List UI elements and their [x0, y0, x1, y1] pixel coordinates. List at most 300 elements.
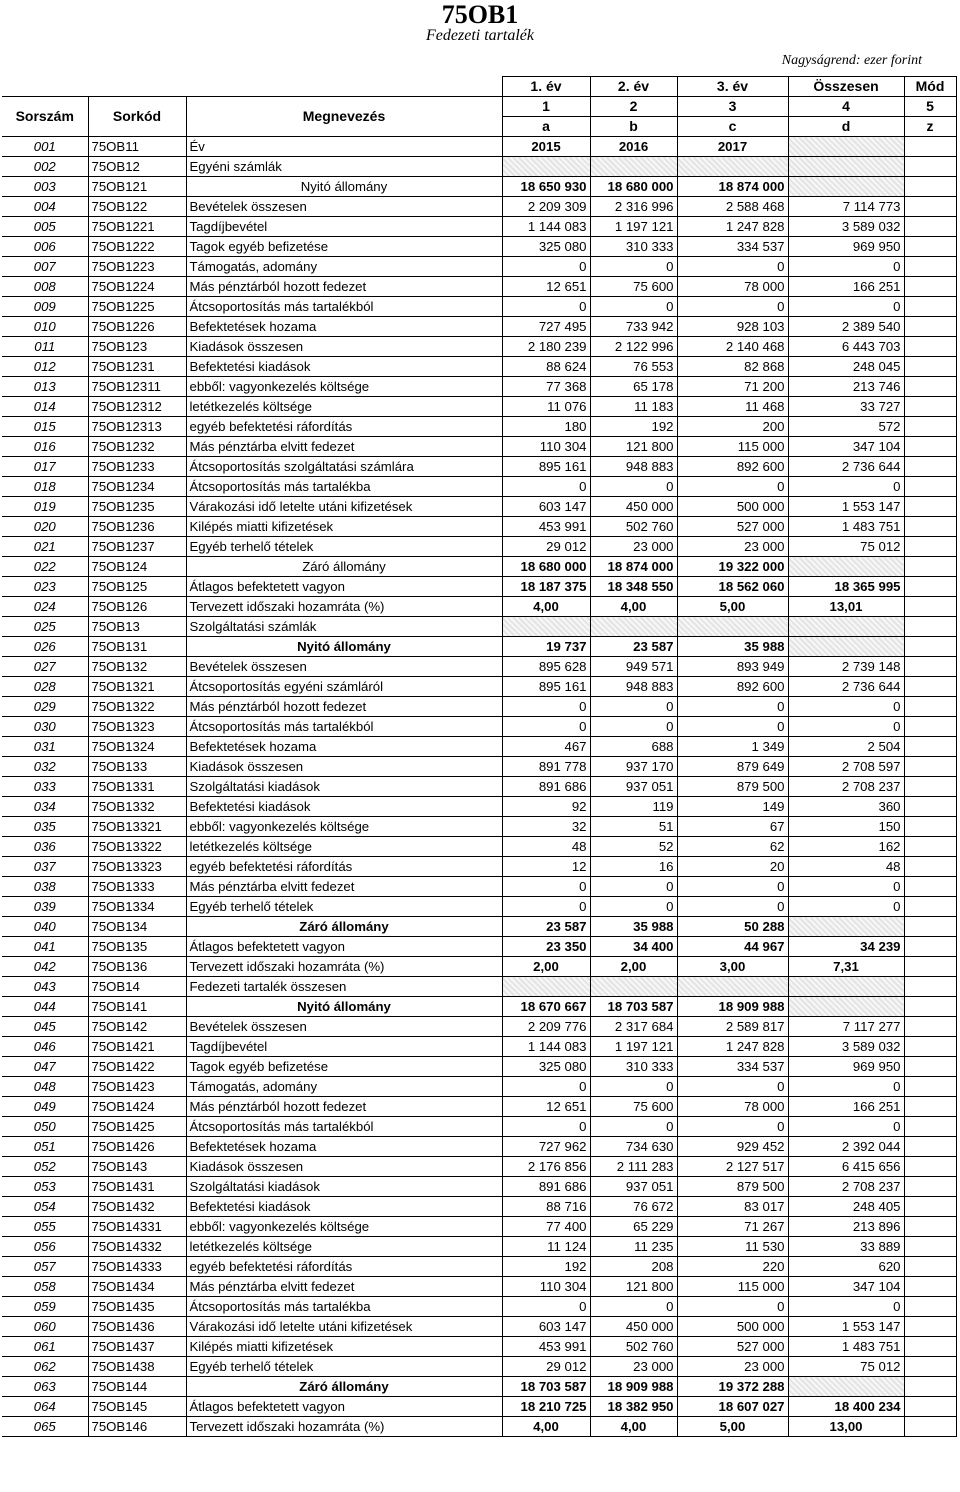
value-a: 18 187 375 [502, 577, 590, 597]
row-number: 062 [2, 1357, 88, 1377]
value-c: 0 [677, 477, 788, 497]
row-number: 051 [2, 1137, 88, 1157]
row-label: Befektetések hozama [186, 317, 502, 337]
value-a: 110 304 [502, 437, 590, 457]
table-row [2, 517, 956, 537]
row-label: Más pénztárba elvitt fedezet [186, 1277, 502, 1297]
row-label: letétkezelés költsége [186, 837, 502, 857]
value-a: 453 991 [502, 1337, 590, 1357]
value-c: 0 [677, 1077, 788, 1097]
value-c: 23 000 [677, 537, 788, 557]
row-label: Várakozási idő letelte utáni kifizetések [186, 497, 502, 517]
row-number: 012 [2, 357, 88, 377]
row-label: egyéb befektetési ráfordítás [186, 857, 502, 877]
value-a: 11 076 [502, 397, 590, 417]
value-c: 0 [677, 697, 788, 717]
table-row [2, 1237, 956, 1257]
value-a: 0 [502, 697, 590, 717]
value-a: 18 650 930 [502, 177, 590, 197]
row-label: egyéb befektetési ráfordítás [186, 417, 502, 437]
value-d: 572 [788, 417, 904, 437]
row-number: 015 [2, 417, 88, 437]
mod-cell [904, 1017, 956, 1037]
value-d [788, 617, 904, 637]
row-code: 75OB132 [88, 657, 186, 677]
row-number: 037 [2, 857, 88, 877]
row-number: 009 [2, 297, 88, 317]
value-b: 937 170 [590, 757, 677, 777]
mod-cell [904, 137, 956, 157]
value-d: 75 012 [788, 1357, 904, 1377]
header-row-years [2, 77, 956, 97]
value-c: 0 [677, 897, 788, 917]
value-c: 11 530 [677, 1237, 788, 1257]
table-row [2, 657, 956, 677]
value-c: 892 600 [677, 677, 788, 697]
value-a: 92 [502, 797, 590, 817]
table-row [2, 177, 956, 197]
value-c: 2 589 817 [677, 1017, 788, 1037]
row-code: 75OB1224 [88, 277, 186, 297]
value-b: 52 [590, 837, 677, 857]
value-c: 71 200 [677, 377, 788, 397]
mod-cell [904, 1057, 956, 1077]
value-a: 29 012 [502, 537, 590, 557]
row-label: Befektetési kiadások [186, 1197, 502, 1217]
row-number: 026 [2, 637, 88, 657]
col-number-3: 3 [677, 97, 788, 117]
row-code: 75OB1232 [88, 437, 186, 457]
value-a: 23 350 [502, 937, 590, 957]
value-b: 75 600 [590, 277, 677, 297]
value-c: 879 649 [677, 757, 788, 777]
mod-cell [904, 837, 956, 857]
table-row [2, 417, 956, 437]
value-c: 929 452 [677, 1137, 788, 1157]
mod-cell [904, 257, 956, 277]
mod-cell [904, 717, 956, 737]
row-number: 007 [2, 257, 88, 277]
value-d: 969 950 [788, 1057, 904, 1077]
mod-cell [904, 737, 956, 757]
mod-cell [904, 857, 956, 877]
mod-cell [904, 397, 956, 417]
value-b: 192 [590, 417, 677, 437]
value-c: 220 [677, 1257, 788, 1277]
row-number: 004 [2, 197, 88, 217]
mod-cell [904, 1237, 956, 1257]
row-number: 039 [2, 897, 88, 917]
page-title: 75OB1 [441, 0, 519, 29]
value-a: 77 368 [502, 377, 590, 397]
value-a: 0 [502, 877, 590, 897]
value-a: 891 778 [502, 757, 590, 777]
table-row [2, 997, 956, 1017]
value-d: 0 [788, 697, 904, 717]
value-c: 0 [677, 877, 788, 897]
value-b: 23 000 [590, 1357, 677, 1377]
row-code: 75OB12 [88, 157, 186, 177]
mod-cell [904, 1277, 956, 1297]
row-number: 059 [2, 1297, 88, 1317]
value-b: 4,00 [590, 597, 677, 617]
table-row [2, 157, 956, 177]
mod-cell [904, 937, 956, 957]
table-row [2, 457, 956, 477]
row-label: Befektetési kiadások [186, 357, 502, 377]
table-row [2, 877, 956, 897]
table-row [2, 137, 956, 157]
table-row [2, 1097, 956, 1117]
row-code: 75OB12311 [88, 377, 186, 397]
mod-cell [904, 1197, 956, 1217]
value-b: 18 703 587 [590, 997, 677, 1017]
value-b: 18 874 000 [590, 557, 677, 577]
row-code: 75OB1226 [88, 317, 186, 337]
col-total: Összesen [788, 77, 904, 97]
row-number: 046 [2, 1037, 88, 1057]
table-row [2, 637, 956, 657]
value-d: 34 239 [788, 937, 904, 957]
row-label: Nyitó állomány [186, 637, 502, 657]
mod-cell [904, 517, 956, 537]
value-d: 213 746 [788, 377, 904, 397]
row-label: ebből: vagyonkezelés költsége [186, 817, 502, 837]
table-row [2, 1217, 956, 1237]
row-code: 75OB135 [88, 937, 186, 957]
row-label: Átcsoportosítás szolgáltatási számlára [186, 457, 502, 477]
col-year-3: 3. év [677, 77, 788, 97]
row-code: 75OB145 [88, 1397, 186, 1417]
value-b: 502 760 [590, 1337, 677, 1357]
row-code: 75OB142 [88, 1017, 186, 1037]
row-label: Befektetések hozama [186, 1137, 502, 1157]
row-label: Egyéni számlák [186, 157, 502, 177]
row-number: 023 [2, 577, 88, 597]
value-a: 0 [502, 1117, 590, 1137]
value-a: 18 703 587 [502, 1377, 590, 1397]
table-row [2, 1037, 956, 1057]
value-d: 2 504 [788, 737, 904, 757]
value-c: 0 [677, 717, 788, 737]
row-code: 75OB1331 [88, 777, 186, 797]
row-number: 001 [2, 137, 88, 157]
row-code: 75OB1422 [88, 1057, 186, 1077]
row-code: 75OB124 [88, 557, 186, 577]
row-label: Év [186, 137, 502, 157]
table-row [2, 837, 956, 857]
row-code: 75OB136 [88, 957, 186, 977]
value-b: 949 571 [590, 657, 677, 677]
row-label: Átcsoportosítás más tartalékból [186, 1117, 502, 1137]
row-number: 056 [2, 1237, 88, 1257]
value-d [788, 1377, 904, 1397]
value-b: 734 630 [590, 1137, 677, 1157]
value-b [590, 977, 677, 997]
row-code: 75OB1235 [88, 497, 186, 517]
value-a: 895 161 [502, 457, 590, 477]
value-c: 892 600 [677, 457, 788, 477]
row-number: 064 [2, 1397, 88, 1417]
value-c: 71 267 [677, 1217, 788, 1237]
row-number: 060 [2, 1317, 88, 1337]
value-c: 149 [677, 797, 788, 817]
value-c: 2 140 468 [677, 337, 788, 357]
row-code: 75OB133 [88, 757, 186, 777]
value-d: 2 736 644 [788, 677, 904, 697]
value-b: 688 [590, 737, 677, 757]
value-b: 75 600 [590, 1097, 677, 1117]
mod-cell [904, 1257, 956, 1277]
value-a: 4,00 [502, 597, 590, 617]
table-row [2, 297, 956, 317]
value-d: 13,01 [788, 597, 904, 617]
row-label: Átlagos befektetett vagyon [186, 937, 502, 957]
value-c: 1 349 [677, 737, 788, 757]
value-b [590, 157, 677, 177]
row-code: 75OB13322 [88, 837, 186, 857]
row-number: 020 [2, 517, 88, 537]
row-number: 031 [2, 737, 88, 757]
mod-cell [904, 917, 956, 937]
row-code: 75OB13323 [88, 857, 186, 877]
mod-cell [904, 877, 956, 897]
row-code: 75OB1431 [88, 1177, 186, 1197]
value-d: 248 405 [788, 1197, 904, 1217]
mod-cell [904, 1357, 956, 1377]
unit-note: Nagyságrend: ezer forint [781, 53, 922, 68]
row-number: 016 [2, 437, 88, 457]
value-d: 0 [788, 257, 904, 277]
row-label: Átcsoportosítás más tartalékból [186, 717, 502, 737]
row-code: 75OB126 [88, 597, 186, 617]
value-b: 310 333 [590, 237, 677, 257]
value-c: 1 247 828 [677, 217, 788, 237]
row-number: 034 [2, 797, 88, 817]
table-row [2, 817, 956, 837]
value-d: 7,31 [788, 957, 904, 977]
value-d: 6 443 703 [788, 337, 904, 357]
mod-cell [904, 297, 956, 317]
row-code: 75OB122 [88, 197, 186, 217]
mod-cell [904, 777, 956, 797]
col-number-2: 2 [590, 97, 677, 117]
value-d [788, 997, 904, 1017]
value-c: 0 [677, 297, 788, 317]
row-code: 75OB1437 [88, 1337, 186, 1357]
mod-cell [904, 637, 956, 657]
value-d: 3 589 032 [788, 1037, 904, 1057]
value-a: 325 080 [502, 1057, 590, 1077]
table-row [2, 1417, 956, 1437]
value-a: 891 686 [502, 1177, 590, 1197]
value-c: 82 868 [677, 357, 788, 377]
col-letter-b: b [590, 117, 677, 137]
value-b: 0 [590, 297, 677, 317]
value-c: 20 [677, 857, 788, 877]
row-code: 75OB14333 [88, 1257, 186, 1277]
row-label: Tervezett időszaki hozamráta (%) [186, 957, 502, 977]
row-label: Befektetési kiadások [186, 797, 502, 817]
value-a: 0 [502, 1077, 590, 1097]
row-code: 75OB131 [88, 637, 186, 657]
mod-cell [904, 997, 956, 1017]
value-b: 16 [590, 857, 677, 877]
row-label: Szolgáltatási kiadások [186, 777, 502, 797]
row-label: Egyéb terhelő tételek [186, 897, 502, 917]
row-number: 022 [2, 557, 88, 577]
table-row [2, 1357, 956, 1377]
value-c: 1 247 828 [677, 1037, 788, 1057]
value-d [788, 917, 904, 937]
row-number: 033 [2, 777, 88, 797]
value-b: 948 883 [590, 677, 677, 697]
value-c [677, 977, 788, 997]
value-d: 2 708 237 [788, 777, 904, 797]
row-code: 75OB1334 [88, 897, 186, 917]
value-c: 879 500 [677, 1177, 788, 1197]
row-label: Nyitó állomány [186, 177, 502, 197]
value-b: 0 [590, 717, 677, 737]
value-a: 18 680 000 [502, 557, 590, 577]
value-c [677, 617, 788, 637]
row-label: ebből: vagyonkezelés költsége [186, 1217, 502, 1237]
col-sorkod: Sorkód [88, 97, 186, 137]
value-c: 18 909 988 [677, 997, 788, 1017]
value-a: 4,00 [502, 1417, 590, 1437]
value-d: 166 251 [788, 1097, 904, 1117]
value-b: 51 [590, 817, 677, 837]
value-b: 2 317 684 [590, 1017, 677, 1037]
mod-cell [904, 457, 956, 477]
table-row [2, 397, 956, 417]
value-c: 0 [677, 257, 788, 277]
value-c: 18 874 000 [677, 177, 788, 197]
row-code: 75OB1426 [88, 1137, 186, 1157]
mod-cell [904, 1077, 956, 1097]
table-row [2, 497, 956, 517]
row-code: 75OB1421 [88, 1037, 186, 1057]
mod-cell [904, 977, 956, 997]
table-row [2, 857, 956, 877]
value-d: 0 [788, 717, 904, 737]
row-label: Más pénztárból hozott fedezet [186, 277, 502, 297]
table-row [2, 757, 956, 777]
table-row [2, 1377, 956, 1397]
value-a: 1 144 083 [502, 1037, 590, 1057]
mod-cell [904, 1177, 956, 1197]
row-label: Átcsoportosítás más tartalékba [186, 477, 502, 497]
row-number: 025 [2, 617, 88, 637]
value-b: 937 051 [590, 777, 677, 797]
value-a: 88 716 [502, 1197, 590, 1217]
value-d: 0 [788, 897, 904, 917]
row-number: 041 [2, 937, 88, 957]
row-number: 003 [2, 177, 88, 197]
row-number: 013 [2, 377, 88, 397]
value-c: 78 000 [677, 1097, 788, 1117]
value-a: 603 147 [502, 1317, 590, 1337]
value-b: 0 [590, 1297, 677, 1317]
row-label: Szolgáltatási számlák [186, 617, 502, 637]
mod-cell [904, 757, 956, 777]
value-d [788, 557, 904, 577]
value-d: 2 736 644 [788, 457, 904, 477]
value-a: 110 304 [502, 1277, 590, 1297]
row-code: 75OB1424 [88, 1097, 186, 1117]
row-label: Tagok egyéb befizetése [186, 237, 502, 257]
value-d: 150 [788, 817, 904, 837]
table-row [2, 977, 956, 997]
row-number: 052 [2, 1157, 88, 1177]
mod-cell [904, 317, 956, 337]
value-a [502, 977, 590, 997]
row-number: 038 [2, 877, 88, 897]
row-label: Tagok egyéb befizetése [186, 1057, 502, 1077]
mod-cell [904, 337, 956, 357]
value-b: 11 183 [590, 397, 677, 417]
value-d: 213 896 [788, 1217, 904, 1237]
value-d: 1 483 751 [788, 1337, 904, 1357]
mod-cell [904, 177, 956, 197]
row-number: 043 [2, 977, 88, 997]
row-code: 75OB13321 [88, 817, 186, 837]
table-row [2, 1197, 956, 1217]
value-d: 13,00 [788, 1417, 904, 1437]
value-a: 12 651 [502, 277, 590, 297]
row-label: Támogatás, adomány [186, 257, 502, 277]
table-row [2, 737, 956, 757]
row-label: Átlagos befektetett vagyon [186, 577, 502, 597]
value-a: 453 991 [502, 517, 590, 537]
row-code: 75OB1236 [88, 517, 186, 537]
value-b: 65 229 [590, 1217, 677, 1237]
col-year-1: 1. év [502, 77, 590, 97]
row-code: 75OB14332 [88, 1237, 186, 1257]
value-b: 65 178 [590, 377, 677, 397]
mod-cell [904, 477, 956, 497]
value-b: 450 000 [590, 497, 677, 517]
mod-cell [904, 1417, 956, 1437]
table-row [2, 1057, 956, 1077]
mod-cell [904, 817, 956, 837]
table-row [2, 1397, 956, 1417]
mod-cell [904, 277, 956, 297]
row-number: 005 [2, 217, 88, 237]
value-a: 2 176 856 [502, 1157, 590, 1177]
row-code: 75OB13 [88, 617, 186, 637]
row-label: Fedezeti tartalék összesen [186, 977, 502, 997]
table-row [2, 717, 956, 737]
row-number: 010 [2, 317, 88, 337]
value-c: 78 000 [677, 277, 788, 297]
value-c: 115 000 [677, 437, 788, 457]
table-row [2, 337, 956, 357]
value-b: 119 [590, 797, 677, 817]
value-d: 248 045 [788, 357, 904, 377]
row-number: 030 [2, 717, 88, 737]
row-code: 75OB1223 [88, 257, 186, 277]
value-d: 0 [788, 1077, 904, 1097]
value-c: 0 [677, 1117, 788, 1137]
value-b: 0 [590, 697, 677, 717]
row-number: 054 [2, 1197, 88, 1217]
row-code: 75OB1434 [88, 1277, 186, 1297]
row-number: 065 [2, 1417, 88, 1437]
mod-cell [904, 1217, 956, 1237]
row-code: 75OB123 [88, 337, 186, 357]
value-d: 3 589 032 [788, 217, 904, 237]
